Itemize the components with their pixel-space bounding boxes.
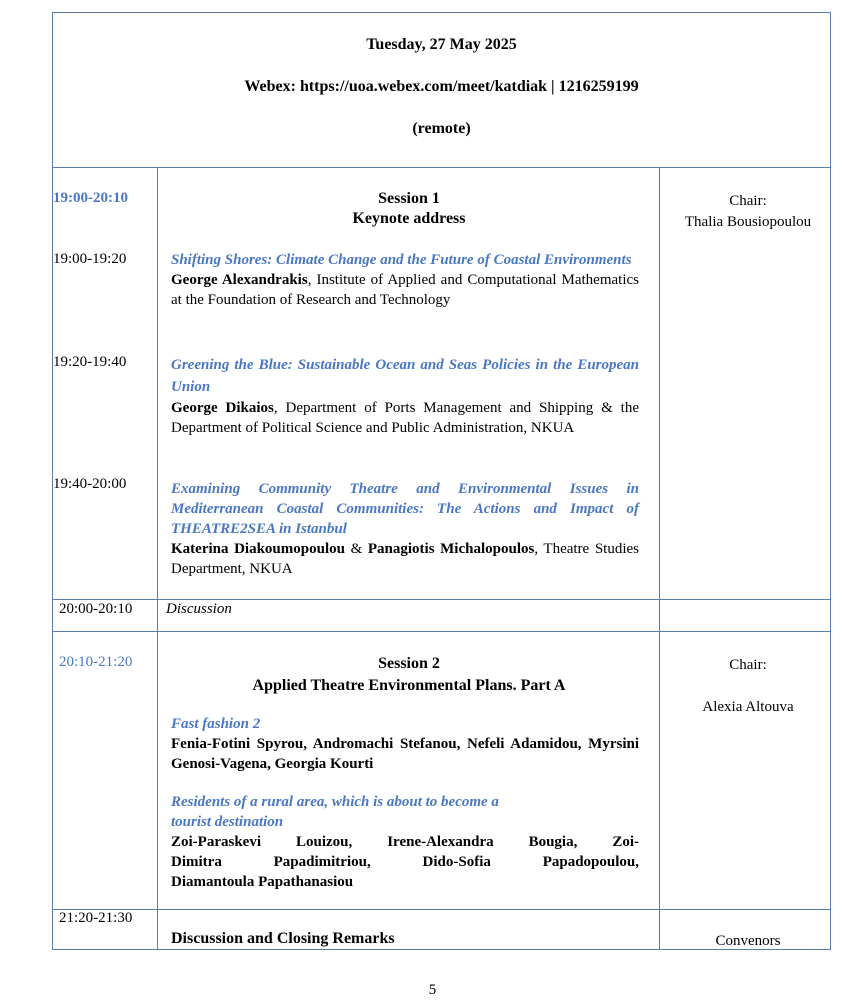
project2-title-line1: Residents of a rural area, which is about to become a <box>171 794 499 810</box>
talk3 <box>171 479 639 579</box>
project2-authors-line2: Dimitra Papadimitriou, Dido-Sofia Papadopoulou, <box>171 854 639 870</box>
talk1-affiliation: , Institute of Applied and Computational Mathematics at the Foundation of Research and Technology <box>171 272 639 308</box>
talk3-time: 19:40-20:00 <box>53 476 127 492</box>
session1-chair-name: Thalia Bousiopoulou <box>684 214 812 230</box>
talk2-title: Greening the Blue: Sustainable Ocean and Seas Policies in the European Union <box>171 357 639 395</box>
header-date: Tuesday, 27 May 2025 <box>366 36 517 53</box>
header-mode: (remote) <box>412 120 471 137</box>
talk2-affiliation: , Department of Ports Management and Shipping & the Department of Political Science and Public Administration, NKUA <box>171 400 639 436</box>
discussion1-label: Discussion <box>166 601 232 617</box>
talk2 <box>171 354 639 438</box>
header-webex: Webex: https://uoa.webex.com/meet/katdiak | 1216259199 <box>244 78 639 95</box>
session1-time: 19:00-20:10 <box>53 190 128 206</box>
row-divider <box>53 909 830 910</box>
row-divider <box>53 599 830 600</box>
talk1-time: 19:00-19:20 <box>53 251 127 267</box>
talk3-title: Examining Community Theatre and Environmental Issues in Mediterranean Coastal Communities: The Actions and Impact of THEATRE2SEA in Istanbul <box>171 481 639 537</box>
talk2-time: 19:20-19:40 <box>53 354 127 370</box>
talk3-authors <box>171 539 639 579</box>
talk1 <box>171 250 639 310</box>
row-divider <box>53 631 830 632</box>
program-table <box>52 12 831 950</box>
discussion1-time: 20:00-20:10 <box>59 601 133 617</box>
project2-authors-line3: Diamantoula Papathanasiou <box>171 874 354 890</box>
talk3-affiliation: , Theatre Studies Department, NKUA <box>171 541 639 577</box>
session1-chair-label: Chair: <box>729 193 767 209</box>
talk2-authors <box>171 398 639 438</box>
column-divider <box>157 167 158 949</box>
project1-authors: Fenia-Fotini Spyrou, Andromachi Stefanou, Nefeli Adamidou, Myrsini Genosi-Vagena, Georgia Kourti <box>171 736 639 772</box>
session2-subtitle: Applied Theatre Environmental Plans. Part A <box>252 677 566 694</box>
closing-time: 21:20-21:30 <box>59 910 133 926</box>
row-divider <box>53 167 830 168</box>
project1 <box>171 714 639 774</box>
project2-title-line2: tourist destination <box>171 814 284 830</box>
talk3-author1: Katerina Diakoumopoulou <box>171 541 345 557</box>
session2-chair-label: Chair: <box>729 657 767 673</box>
project2 <box>171 792 639 892</box>
session2-time: 20:10-21:20 <box>59 654 133 670</box>
session1-subtitle: Keynote address <box>352 210 466 227</box>
session2-title: Session 2 <box>378 655 440 672</box>
talk3-amp: & <box>344 541 368 557</box>
talk3-author2: Panagiotis Michalopoulos <box>367 541 535 557</box>
session2-chair-name: Alexia Altouva <box>702 699 794 715</box>
talk1-authors <box>171 270 639 310</box>
session1-title: Session 1 <box>378 190 440 207</box>
talk1-title: Shifting Shores: Climate Change and the Future of Coastal Environments <box>171 252 632 268</box>
talk1-author: George Alexandrakis <box>171 272 308 288</box>
convenors-label: Convenors <box>715 933 781 949</box>
column-divider <box>659 167 660 949</box>
talk2-author: George Dikaios <box>171 400 274 416</box>
closing-label: Discussion and Closing Remarks <box>171 930 395 947</box>
project2-authors-line1: Zoi-Paraskevi Louizou, Irene-Alexandra Bougia, Zoi- <box>171 834 639 850</box>
project1-title: Fast fashion 2 <box>171 716 261 732</box>
page-number: 5 <box>428 982 437 998</box>
